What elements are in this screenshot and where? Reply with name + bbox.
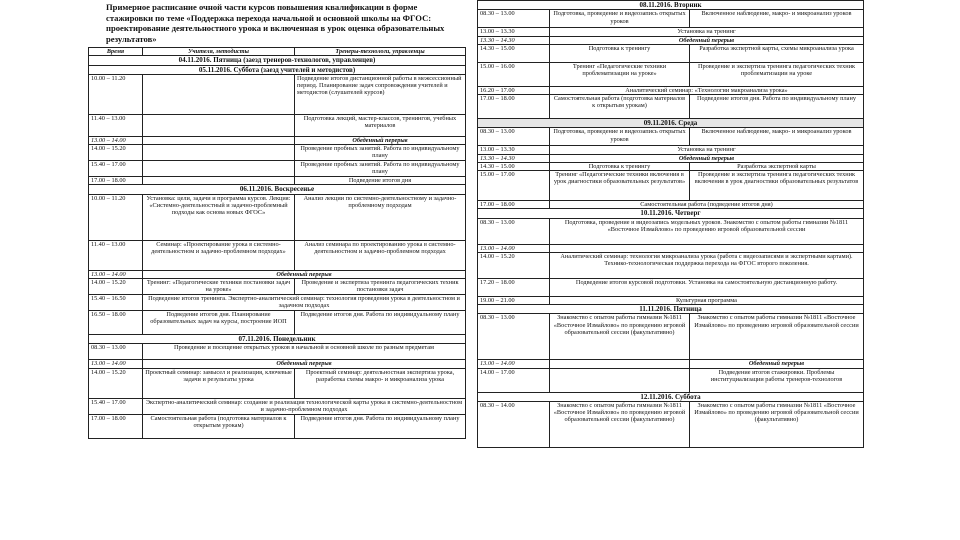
time-cell: 08.30 – 13.00 bbox=[89, 344, 143, 360]
trainer-activity: Знакомство с опытом работы гимназии №1811 «Восточное Измайлово» по проведению игровой образовательной сессии bbox=[690, 314, 864, 360]
teacher-activity: Самостоятельная работа (подготовка материалов к открытым урокам) bbox=[143, 414, 295, 438]
time-cell: 15.40 – 17.00 bbox=[89, 398, 143, 414]
activity-cell: Самостоятельная работа (подведение итогов дня) bbox=[550, 201, 864, 209]
time-cell: 15.40 – 16.50 bbox=[89, 295, 143, 311]
schedule-title: Примерное расписание очной части курсов повышения квалификации в форме стажировки по теме «Поддержка перехода начальной и основной школы на ФГОС: проектирование деятельностного урока и включенная в урок оценка образовательных результатов» bbox=[106, 2, 445, 44]
time-cell: 13.30 – 14.30 bbox=[478, 154, 550, 162]
trainer-activity: Анализ лекции по системно-деятельностному и задачно-проблемному подходам bbox=[295, 194, 466, 240]
time-cell: 15.00 – 16.00 bbox=[478, 62, 550, 86]
time-cell: 14.30 – 15.00 bbox=[478, 44, 550, 62]
time-cell: 15.40 – 17.00 bbox=[89, 161, 143, 177]
lunch-break: Обеденный перерыв bbox=[295, 137, 466, 145]
time-cell: 15.00 – 17.00 bbox=[478, 171, 550, 201]
teacher-activity: Подготовка к тренингу bbox=[550, 162, 690, 170]
trainer-activity: Подведение итогов стажировки. Проблемы институциализации работы тренеров-технологов bbox=[690, 368, 864, 392]
teacher-activity: Знакомство с опытом работы гимназии №1811 «Восточное Измайлово» по проведению игровой образовательной сессии (факультативно) bbox=[550, 314, 690, 360]
day-header: 07.11.2016. Понедельник bbox=[89, 335, 466, 344]
teacher-activity: Знакомство с опытом работы гимназии №1811 «Восточное Измайлово» по проведению игровой образовательной сессии (факультативно) bbox=[550, 402, 690, 448]
time-cell: 13.00 – 14.00 bbox=[89, 137, 143, 145]
activity-cell: Установка на тренинг bbox=[550, 146, 864, 154]
time-cell: 14.00 – 15.20 bbox=[478, 252, 550, 278]
trainer-activity: Анализ семинара по проектированию урока в системно-деятельностном и задачно-проблемном подходах bbox=[295, 240, 466, 270]
day-header: 11.11.2016. Пятница bbox=[478, 305, 864, 314]
trainer-activity: Включенное наблюдение, макро- и микроанализ уроков bbox=[690, 128, 864, 146]
teacher-activity: Подготовка к тренингу bbox=[550, 44, 690, 62]
time-cell: 13.00 – 14.00 bbox=[89, 360, 143, 368]
trainer-activity: Разработка экспертной карты, схемы микроанализа урока bbox=[690, 44, 864, 62]
col-time-header: Время bbox=[89, 48, 143, 56]
time-cell: 13.00 – 14.00 bbox=[478, 360, 550, 368]
time-cell: 17.00 – 18.00 bbox=[89, 414, 143, 438]
trainer-activity: Подведение итогов дня. Работа по индивидуальному плану bbox=[690, 95, 864, 119]
teacher-activity: Тренинг «Педагогические техники проблематизации на уроке» bbox=[550, 62, 690, 86]
day-header: 05.11.2016. Суббота (заезд учителей и методистов) bbox=[89, 65, 466, 74]
col-teachers-header: Учителя, методисты bbox=[143, 48, 295, 56]
time-cell: 08.30 – 13.00 bbox=[478, 128, 550, 146]
time-cell: 16.50 – 18.00 bbox=[89, 311, 143, 335]
time-cell: 14.00 – 17.00 bbox=[478, 368, 550, 392]
time-cell: 13.00 – 13.30 bbox=[478, 146, 550, 154]
activity-cell: Аналитический семинар: технология микроанализа урока (работа с видеозаписями и экспертными картами). Технико-технологическая поддержка перехода на ФГОС второго поколения. bbox=[550, 252, 864, 278]
trainer-activity: Подведение итогов дня. Работа по индивидуальному плану bbox=[295, 311, 466, 335]
col-trainers-header: Тренеры-технологи, управленцы bbox=[295, 48, 466, 56]
trainer-activity: Проектный семинар: деятельностная экспертиза урока, разработка схемы макро- и микроанализа урока bbox=[295, 368, 466, 398]
trainer-activity: Проведение и экспертиза тренинга педагогических техник включения в урок диагностики образовательных результатов bbox=[690, 171, 864, 201]
activity-cell: Подготовка лекций, мастер-классов, тренингов, учебных материалов bbox=[295, 115, 466, 137]
activity-cell: Проведение пробных занятий. Работа по индивидуальному плану bbox=[295, 161, 466, 177]
time-cell: 08.30 – 13.00 bbox=[478, 218, 550, 244]
time-cell: 13.00 – 13.30 bbox=[478, 28, 550, 36]
day-header: 12.11.2016. Суббота bbox=[478, 392, 864, 401]
trainer-activity: Проведение и экспертиза тренинга педагогических техник проблематизации на уроке bbox=[690, 62, 864, 86]
lunch-break-empty bbox=[550, 244, 864, 252]
time-cell: 11.40 – 13.00 bbox=[89, 240, 143, 270]
time-cell: 17.00 – 18.00 bbox=[478, 95, 550, 119]
day-header: 08.11.2016. Вторник bbox=[478, 1, 864, 10]
teacher-activity: Подготовка, проведение и видеозапись открытых уроков bbox=[550, 128, 690, 146]
trainer-activity: Подведение итогов дня. Работа по индивидуальному плану bbox=[295, 414, 466, 438]
schedule-table-right bbox=[477, 0, 864, 448]
time-cell: 10.00 – 11.20 bbox=[89, 194, 143, 240]
day-header: 04.11.2016. Пятница (заезд тренеров-технологов, управленцев) bbox=[89, 56, 466, 65]
time-cell: 17.00 – 18.00 bbox=[89, 177, 143, 185]
time-cell: 17.00 – 18.00 bbox=[478, 201, 550, 209]
teacher-activity: Тренинг «Педагогические техники включения в урок диагностики образовательных результатов» bbox=[550, 171, 690, 201]
activity-cell: Подведение итогов тренинга. Экспертно-аналитический семинар: технология проведения урока в деятельностном и задачном подходах bbox=[143, 295, 466, 311]
activity-cell: Подведение итогов курсовой подготовки. Установка на самостоятельную дистанционную работу. bbox=[550, 278, 864, 296]
trainer-activity: Проведение и экспертиза тренинга педагогических техник постановки задач bbox=[295, 279, 466, 295]
time-cell: 14.00 – 15.20 bbox=[89, 279, 143, 295]
activity-cell: Подготовка, проведение и видеозапись модельных уроков. Знакомство с опытом работы гимназии №1811 «Восточное Измайлово» по проведению игровой образовательной сессии bbox=[550, 218, 864, 244]
time-cell: 14.00 – 15.20 bbox=[89, 145, 143, 161]
teacher-activity: Семинар: «Проектирование урока в системно-деятельностном и задачно-проблемном подходах» bbox=[143, 240, 295, 270]
time-cell: 11.40 – 13.00 bbox=[89, 115, 143, 137]
teacher-activity: Установка: цели, задачи и программа курсов. Лекция: «Системно-деятельностный и задачно-проблемный подходы как основа новых ФГОС» bbox=[143, 194, 295, 240]
time-cell: 19.00 – 21.00 bbox=[478, 296, 550, 304]
time-cell: 14.30 – 15.00 bbox=[478, 162, 550, 170]
trainer-activity: Включенное наблюдение, макро- и микроанализ уроков bbox=[690, 10, 864, 28]
lunch-break: Обеденный перерыв bbox=[550, 154, 864, 162]
time-cell: 16.20 – 17.00 bbox=[478, 86, 550, 94]
activity-cell: Подведение итогов дня bbox=[295, 177, 466, 185]
teacher-activity: Тренинг: «Педагогические техники постановки задач на уроке» bbox=[143, 279, 295, 295]
teacher-activity: Подведение итогов дня. Планирование образовательных задач на курсы, построение ИОП bbox=[143, 311, 295, 335]
time-cell: 13.00 – 14.00 bbox=[89, 270, 143, 278]
activity-cell: Подведение итогов дистанционной работы в межсессионный период. Планирование задач сопровождения учителей и методистов (слушателей курсов) bbox=[295, 75, 466, 115]
time-cell: 17.20 – 18.00 bbox=[478, 278, 550, 296]
left-schedule-page bbox=[88, 0, 466, 540]
activity-cell: Проведение и посещение открытых уроков в начальной и основной школе по разным предметам bbox=[143, 344, 466, 360]
teacher-activity: Подготовка, проведение и видеозапись открытых уроков bbox=[550, 10, 690, 28]
time-cell: 13.30 – 14.30 bbox=[478, 36, 550, 44]
activity-cell: Экспертно-аналитический семинар: создание и реализация технологической карты урока в системно-деятельностном и задачно-проблемном подходах bbox=[143, 398, 466, 414]
time-cell: 08.30 – 14.00 bbox=[478, 402, 550, 448]
lunch-break: Обеденный перерыв bbox=[690, 360, 864, 368]
lunch-break: Обеденный перерыв bbox=[550, 36, 864, 44]
time-cell: 10.00 – 11.20 bbox=[89, 75, 143, 115]
trainer-activity: Знакомство с опытом работы гимназии №1811 «Восточное Измайлово» по проведению игровой образовательной сессии (факультативно) bbox=[690, 402, 864, 448]
day-header: 10.11.2016. Четверг bbox=[478, 209, 864, 218]
day-header: 06.11.2016. Воскресенье bbox=[89, 185, 466, 194]
day-header: 09.11.2016. Среда bbox=[478, 119, 864, 128]
activity-cell: Установка на тренинг bbox=[550, 28, 864, 36]
time-cell: 08.30 – 13.00 bbox=[478, 314, 550, 360]
activity-cell: Аналитический семинар: «Технологии макроанализа урока» bbox=[550, 86, 864, 94]
lunch-break: Обеденный перерыв bbox=[143, 360, 466, 368]
teacher-activity: Самостоятельная работа (подготовка материалов к открытым урокам) bbox=[550, 95, 690, 119]
time-cell: 08.30 – 13.00 bbox=[478, 10, 550, 28]
trainer-activity: Разработка экспертной карты bbox=[690, 162, 864, 170]
right-schedule-page bbox=[477, 0, 864, 540]
schedule-table-left bbox=[88, 47, 466, 439]
activity-cell: Культурная программа bbox=[550, 296, 864, 304]
time-cell: 14.00 – 15.20 bbox=[89, 368, 143, 398]
teacher-activity: Проектный семинар: замысел и реализация, ключевые задачи и результаты урока bbox=[143, 368, 295, 398]
activity-cell: Проведение пробных занятий. Работа по индивидуальному плану bbox=[295, 145, 466, 161]
lunch-break: Обеденный перерыв bbox=[143, 270, 466, 278]
time-cell: 13.00 – 14.00 bbox=[478, 244, 550, 252]
